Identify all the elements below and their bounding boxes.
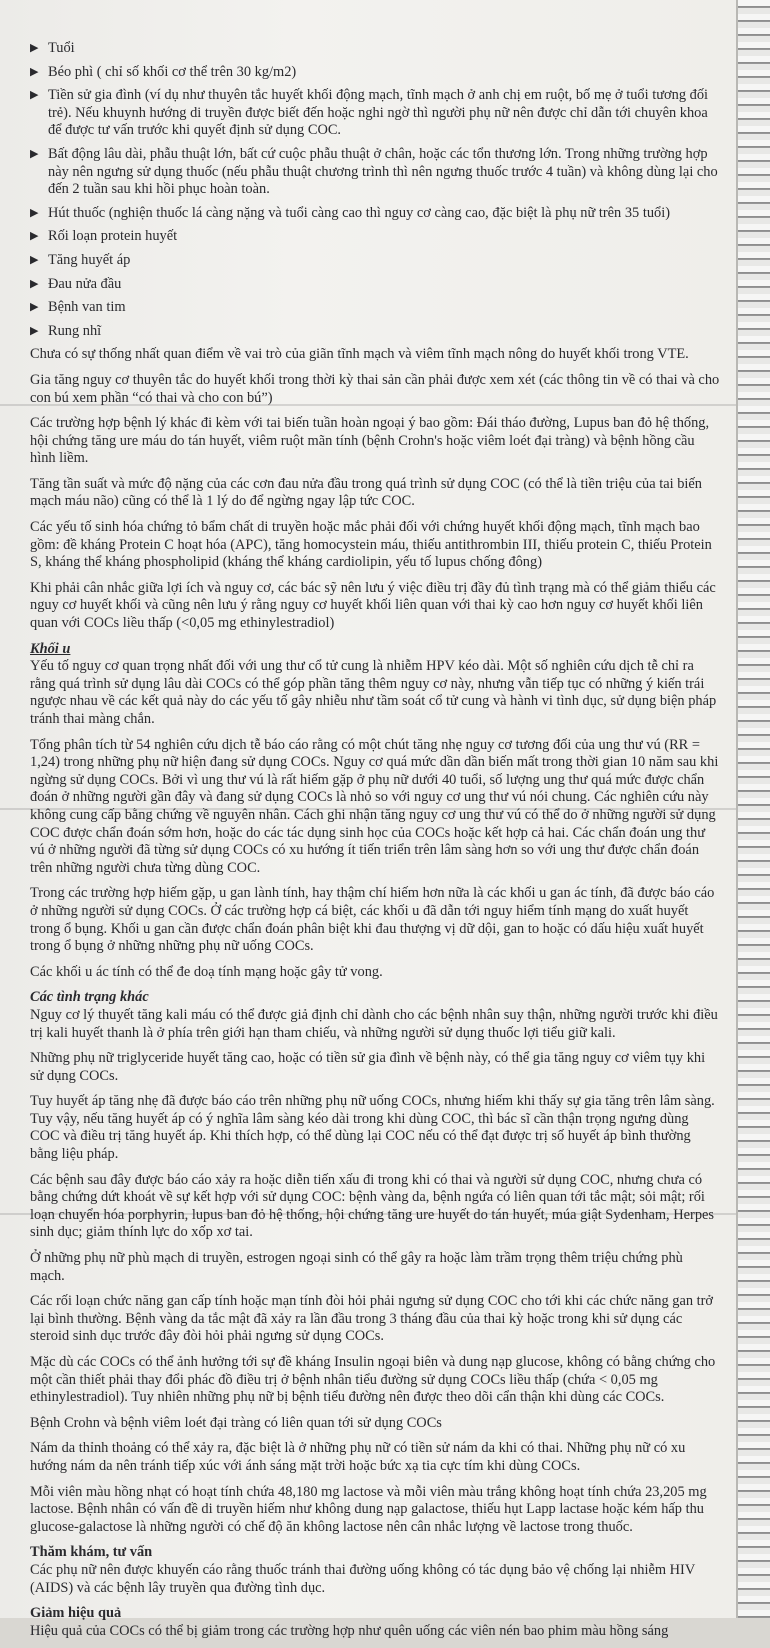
arrow-bullet-icon: ▶	[30, 230, 39, 243]
section-heading-tumor: Khối u	[30, 640, 71, 657]
section-heading-reduced-efficacy: Giảm hiệu quả	[30, 1605, 122, 1622]
paragraph: Các khối u ác tính có thể đe doạ tính mạng hoặc gây tử vong.	[30, 963, 383, 980]
list-item: ▶ Tuổi	[30, 40, 75, 56]
list-item: ▶ Đau nửa đầu	[30, 275, 122, 292]
list-item: ▶ Rối loạn protein huyết	[30, 228, 178, 245]
arrow-bullet-icon: ▶	[30, 301, 39, 314]
paragraph: Mỗi viên màu hồng nhạt có hoạt tính chứa 48,180 mg lactose và mỗi viên màu trắng không hoạt tính chứa 23,205 mg lactose. Bệnh nhân có vấn đề di truyền hiếm như không dung nạp galactose, thiếu hụt Lapp lactase hoặc kém hấp thu glucose-galactose là những người có chế độ ăn không lactose nên cân nhắc lượng về lactose trong thuốc.	[30, 1483, 707, 1535]
list-item: ▶ Tiền sử gia đình (ví dụ như thuyên tắc huyết khối động mạch, tĩnh mạch ở anh chị em ruột, bố mẹ ở tuổi tương đối trẻ). Nếu khuynh hướng di truyền được biết đến hoặc nghi ngờ thì người phụ nữ nên được chỉ dẫn tới chuyên khoa để được tư vấn trước khi quyết định sử dụng COC.	[30, 87, 709, 139]
list-item: ▶ Béo phì ( chỉ số khối cơ thể trên 30 kg/m2)	[30, 63, 297, 80]
paragraph: Tuy huyết áp tăng nhẹ đã được báo cáo trên những phụ nữ uống COCs, nhưng hiếm khi thấy sự gia tăng trên lâm sàng. Tuy vậy, nếu tăng huyết áp có ý nghĩa lâm sàng kéo dài trong khi dùng COC, thì bác sĩ cần thận trọng ngưng dùng COC và điều trị tăng huyết áp. Khi thích hợp, có thể dùng lại COC nếu có thể đạt được trị số huyết áp bình thường bằng liệu pháp.	[30, 1093, 715, 1163]
section-heading-examination: Thăm khám, tư vấn	[30, 1544, 153, 1561]
risk-factor-list	[30, 40, 720, 340]
paragraph: Khi phải cân nhắc giữa lợi ích và nguy cơ, các bác sỹ nên lưu ý việc điều trị đầy đủ tình trạng mà có thể giảm thiểu các nguy cơ huyết khối và cũng nên lưu ý rằng nguy cơ huyết khối liên quan với thai kỳ cao hơn nguy cơ huyết khối liên quan với COCs liều thấp (<0,05 mg ethinylestradiol)	[30, 579, 716, 632]
paragraph: Nám da thỉnh thoảng có thể xảy ra, đặc biệt là ở những phụ nữ có tiền sử nám da khi có thai. Những phụ nữ có xu hướng nám da nên tránh tiếp xúc với ánh sáng mặt trời hoặc bức xạ tia cực tím khi dùng COCs.	[30, 1440, 686, 1474]
list-item: ▶ Tăng huyết áp	[30, 251, 131, 268]
paragraph: Các bệnh sau đây được báo cáo xảy ra hoặc diễn tiến xấu đi trong khi có thai và người sử dụng COC, nhưng chưa có bằng chứng dứt khoát về sự kết hợp với sử dụng COC: bệnh vàng da, bệnh ngứa có liên quan tới tắc mật; sỏi mật; rối loạn chuyển hóa porphyrin, lupus ban đỏ hệ thống, hội chứng tăng ure huyết do tán huyết, múa giật Sydenham, Herpes sinh dục; giảm thính lực do xốp xơ tai.	[30, 1171, 715, 1241]
paragraph: Trong các trường hợp hiếm gặp, u gan lành tính, hay thậm chí hiếm hơn nữa là các khối u gan ác tính, đã được báo cáo ở những người sử dụng COCs. Ở các trường hợp cá biệt, các khối u đã dẫn tới nguy hiểm tính mạng do xuất huyết trong ổ bụng. Khối u gan cần được chẩn đoán phân biệt khi đau thượng vị dữ dội, gan to hoặc có dấu hiệu xuất huyết trong ổ bụng ở những những phụ nữ uống COCs.	[30, 885, 715, 955]
paragraph: Yếu tố nguy cơ quan trọng nhất đối với ung thư cổ tử cung là nhiễm HPV kéo dài. Một số nghiên cứu dịch tễ chỉ ra rằng quá trình sử dụng lâu dài COCs có thể góp phần tăng thêm nguy cơ này, nhưng vẫn tiếp tục có những ý kiến trái ngược nhau về các kết quả này do các yếu tố gây nhiễu như tầm soát cổ tử cung và hành vi tình dục, sử dụng biện pháp tránh thai màng chắn.	[30, 658, 717, 727]
list-item: ▶ Rung nhĩ	[30, 322, 102, 339]
paragraph: Những phụ nữ triglyceride huyết tăng cao, hoặc có tiền sử gia đình về bệnh này, có thể gia tăng nguy cơ viêm tụy khi sử dụng COCs.	[30, 1050, 706, 1084]
paragraph: Các phụ nữ nên được khuyến cáo rằng thuốc tránh thai đường uống không có tác dụng bảo vệ chống lại nhiễm HIV (AIDS) và các bệnh lây truyền qua đường tình dục.	[30, 1561, 695, 1596]
arrow-bullet-icon: ▶	[30, 277, 39, 290]
paragraph: Các trường hợp bệnh lý khác đi kèm với tai biến tuần hoàn ngoại ý bao gồm: Đái tháo đường, Lupus ban đỏ hệ thống, hội chứng tăng ure máu do tán huyết, viêm ruột mãn tính (bệnh Crohn's hoặc viêm loét đại tràng) và bệnh hồng cầu hình liềm.	[30, 415, 710, 467]
arrow-bullet-icon: ▶	[30, 42, 39, 54]
list-item: ▶ Hút thuốc (nghiện thuốc lá càng nặng và tuổi càng cao thì nguy cơ càng cao, đặc biệt là phụ nữ trên 35 tuổi)	[30, 204, 671, 221]
paragraph: Ở những phụ nữ phù mạch di truyền, estrogen ngoại sinh có thể gây ra hoặc làm trầm trọng thêm triệu chứng phù mạch.	[30, 1250, 683, 1284]
page-edge	[736, 0, 770, 1618]
arrow-bullet-icon: ▶	[30, 65, 39, 78]
paragraph: Gia tăng nguy cơ thuyên tắc do huyết khối trong thời kỳ thai sản cần phải được xem xét (các thông tin về có thai và cho con bú xem phần “có thai và cho con bú”)	[30, 371, 720, 406]
paragraph: Chưa có sự thống nhất quan điểm về vai trò của giãn tĩnh mạch và viêm tĩnh mạch nông do huyết khối trong VTE.	[30, 346, 689, 363]
document-body	[30, 40, 720, 1648]
arrow-bullet-icon: ▶	[30, 206, 39, 219]
paragraph: Bệnh Crohn và bệnh viêm loét đại tràng có liên quan tới sử dụng COCs	[30, 1414, 442, 1431]
paragraph: Tăng tần suất và mức độ nặng của các cơn đau nửa đầu trong quá trình sử dụng COC (có thể là tiền triệu của tai biến mạch máu não) cũng có thể là 1 lý do để ngừng ngay lập tức COC.	[30, 475, 702, 510]
paragraph: Các yếu tố sinh hóa chứng tỏ bẩm chất di truyền hoặc mắc phải đối với chứng huyết khối động mạch, tĩnh mạch bao gồm: đề kháng Protein C hoạt hóa (APC), tăng homocystein máu, thiếu antithrombin III, thiếu protein C, thiếu Protein S, kháng thể kháng phospholipid (kháng thể kháng cardiolipin, yếu tố lupus chống đông)	[30, 519, 712, 571]
arrow-bullet-icon: ▶	[30, 253, 39, 266]
arrow-bullet-icon: ▶	[30, 324, 39, 337]
paragraph: Tổng phân tích từ 54 nghiên cứu dịch tễ báo cáo rằng có một chút tăng nhẹ nguy cơ tương đối của ung thư vú (RR = 1,24) trong những phụ nữ hiện đang sử dụng COCs. Nguy cơ quá mức dần dần biến mất trong thời gian 10 năm sau khi ngừng sử dụng COCs. Bởi vì ung thư vú là rất hiếm gặp ở phụ nữ dưới 40 tuổi, số lượng ung thư quá mức được chẩn đoán ở những người gần đây và đang sử dụng COCs là nhỏ so với nguy cơ ung thư vú nói chung. Các nghiên cứu này không cung cấp bằng chứng về nguyên nhân. Cách ghi nhận tăng nguy cơ ung thư vú có thể do ở những người sử dụng COC được chẩn đoán sớm hơn, hoặc do các tác dụng sinh học của COCs hoặc kết hợp cả hai. Các chẩn đoán ung thư vú ở những người đã từng sử dụng COCs có xu hướng ít tiến triển trên lâm sàng hơn so với ung thư được chẩn đoán trên những người chưa từng dùng COC.	[30, 736, 719, 876]
arrow-bullet-icon: ▶	[30, 147, 39, 160]
paragraph: Mặc dù các COCs có thể ảnh hưởng tới sự đề kháng Insulin ngoại biên và dung nạp glucose, không có bằng chứng cho một cần thiết phải thay đổi phác đồ điều trị ở bệnh nhân tiểu đường sử dụng COCs liều thấp (chứa < 0,05 mg ethinylestradiol). Tuy nhiên những phụ nữ bị bệnh tiểu đường nên được theo dõi cẩn thận khi dùng các COCs.	[30, 1354, 716, 1406]
paragraph: Nguy cơ lý thuyết tăng kali máu có thể được giả định chỉ dành cho các bệnh nhân suy thận, những người trước khi điều trị kali huyết thanh là ở phía trên giới hạn tham chiếu, và những người sử dụng thuốc lợi tiểu giữ kali.	[30, 1006, 718, 1041]
list-item: ▶ Bất động lâu dài, phẫu thuật lớn, bất cứ cuộc phẫu thuật ở chân, hoặc các tổn thương lớn. Trong những trường hợp này nên ngưng sử dụng thuốc (nếu phẫu thuật chương trình thì nên ngưng thuốc trước 4 tuần) và không dùng lại cho đến 2 tuần sau khi hồi phục hoàn toàn.	[30, 145, 718, 198]
paragraph: Các rối loạn chức năng gan cấp tính hoặc mạn tính đòi hỏi phải ngưng sử dụng COC cho tới khi các chức năng gan trở lại bình thường. Bệnh vàng da tắc mật đã xảy ra lần đầu trong 3 tháng đầu của thai kỳ hoặc trong khi sử dụng các steroid sinh dục trước đây đòi hỏi phải ngưng sử dụng COCs.	[30, 1293, 714, 1345]
list-item: ▶ Bệnh van tim	[30, 299, 126, 316]
paragraph: Hiệu quả của COCs có thể bị giảm trong các trường hợp như quên uống các viên nén bao phim màu hồng sáng	[30, 1622, 669, 1639]
arrow-bullet-icon: ▶	[30, 89, 39, 102]
section-heading-other-conditions: Các tình trạng khác	[30, 989, 149, 1006]
